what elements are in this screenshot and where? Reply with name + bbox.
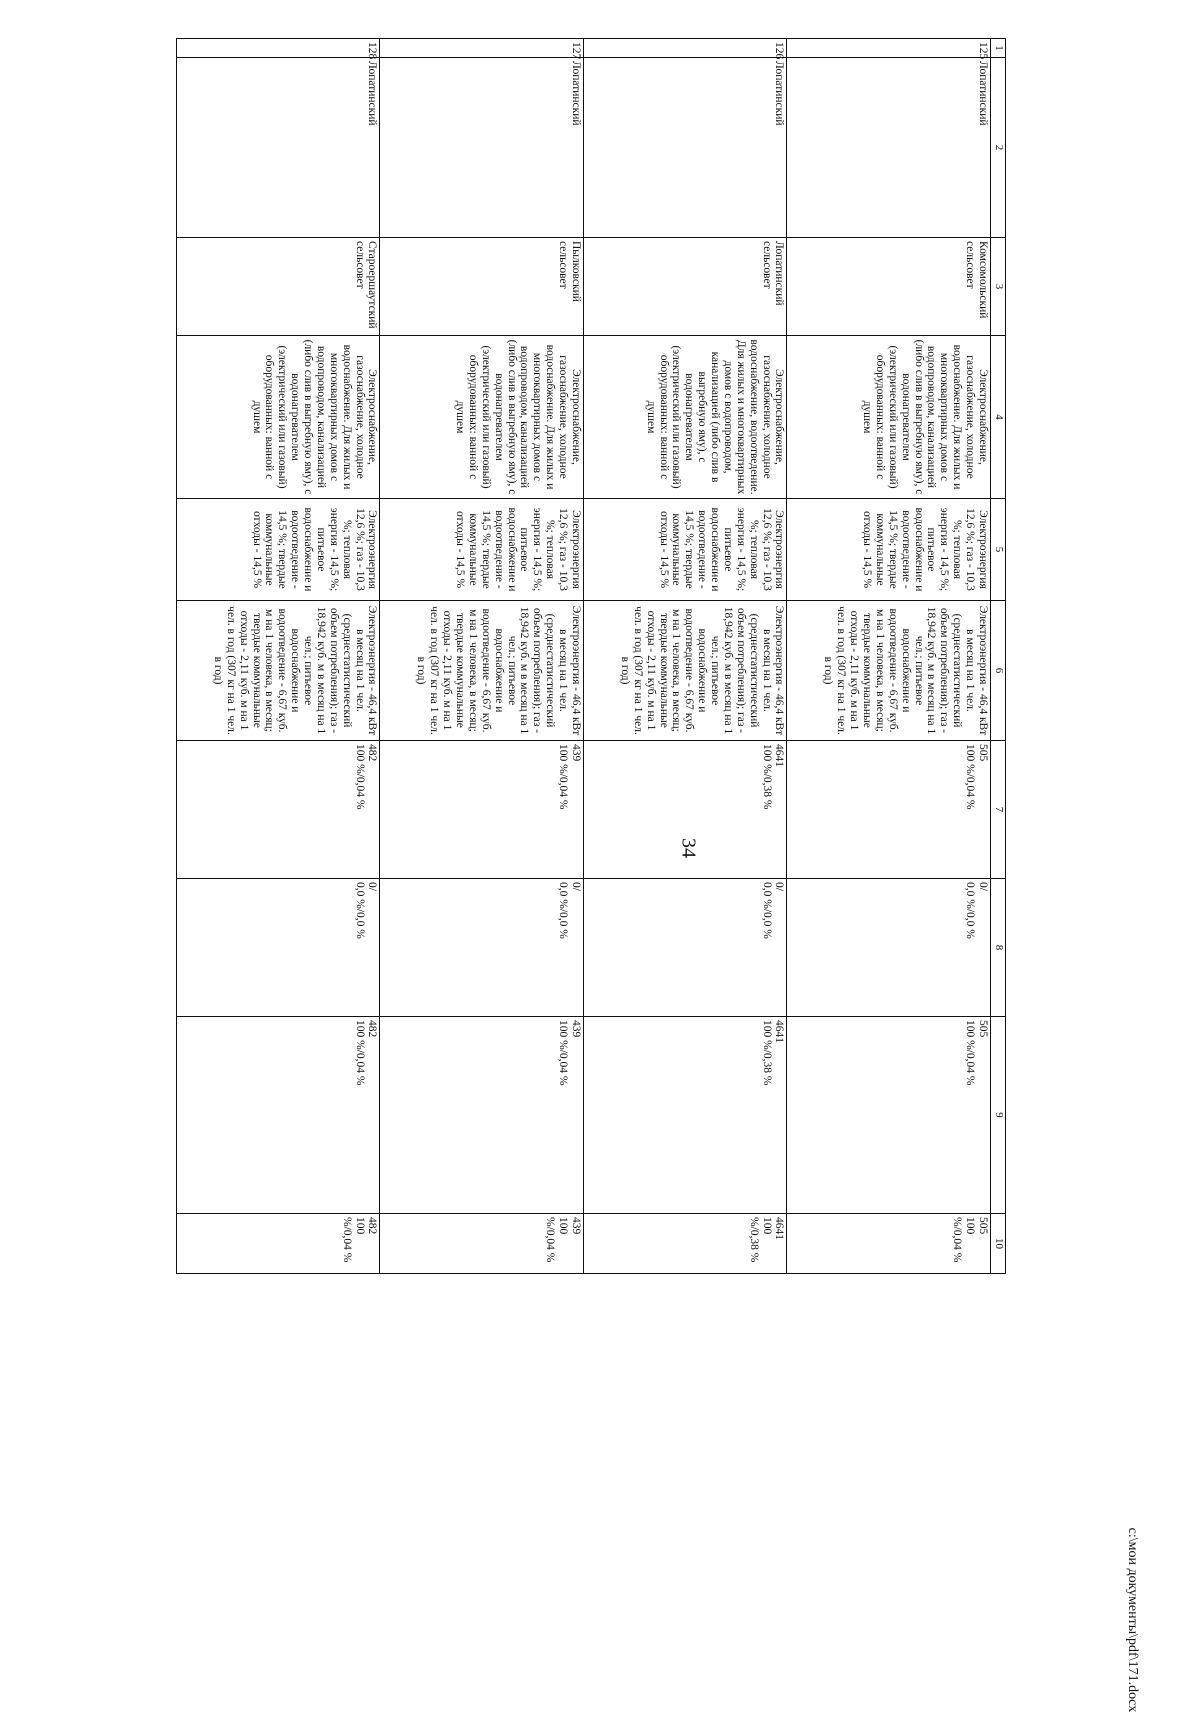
column-number: 8: [991, 879, 1006, 1017]
value-percent: 100 %/0,04 %: [353, 1020, 366, 1086]
file-path-footer: c:\мои документы\pdf\171.docx: [1125, 1527, 1140, 1712]
norms-cell: Электроэнергия - 46,4 кВт в месяц на 1 чел. (среднестатистический объем потребления); газ - 18,942 куб. м в месяц на 1 чел.; питьевое водоснабжение и водоотведение - 6,67 куб. м на 1 человека, в месяц; твердые коммунальные отходы - 2,11 куб. м на 1 чел. в год (307 кг на 1 чел. в год): [787, 601, 991, 741]
value-count: 439: [570, 1217, 582, 1235]
column-number: 3: [991, 238, 1006, 336]
column-number: 4: [991, 336, 1006, 499]
norms-cell: Электроэнергия - 46,4 кВт в месяц на 1 чел. (среднестатистический объем потребления); газ - 18,942 куб. м в месяц на 1 чел.; питьевое водоснабжение и водоотведение - 6,67 куб. м на 1 человека, в месяц; твердые коммунальные отходы - 2,11 куб. м на 1 чел. в год (307 кг на 1 чел. в год): [177, 601, 381, 741]
norms-cell: Электроэнергия - 46,4 кВт в месяц на 1 чел. (среднестатистический объем потребления); газ - 18,942 куб. м в месяц на 1 чел.; питьевое водоснабжение и водоотведение - 6,67 куб. м на 1 человека, в месяц; твердые коммунальные отходы - 2,11 куб. м на 1 чел. в год (307 кг на 1 чел. в год): [584, 601, 788, 741]
row-number: 127: [380, 39, 584, 58]
column-number-row: [991, 39, 1006, 1274]
column-number: 10: [991, 1214, 1006, 1274]
page-number: 34: [677, 838, 700, 858]
shares-cell: Электроэнергия 12,6 %; газ - 10,3 %; тепловая энергия - 14,5 %; питьевое водоснабжение и водоотведение - 14,5 %; твердые коммунальные отходы - 14,5 %: [787, 499, 991, 601]
column-number: 7: [991, 741, 1006, 879]
value-percent: 100 %/0,04 %: [353, 744, 366, 810]
value-cell-7: [584, 741, 788, 879]
value-percent: 100 %/0,04 %: [544, 1217, 570, 1263]
services-cell: Электроснабжение, газоснабжение, холодное водоснабжение, водоотведение. Для жилых и многоквартирных домов с водопроводом, канализацией (либо слив в выгребную яму), с водонагревателем (электрический или газовый) оборудованных: ванной с душем: [584, 336, 788, 499]
shares-cell: Электроэнергия 12,6 %; газ - 10,3 %; тепловая энергия - 14,5 %; питьевое водоснабжение и водоотведение - 14,5 %; твердые коммунальные отходы - 14,5 %: [380, 499, 584, 601]
value-count: 439: [570, 744, 582, 762]
value-count: 0/: [366, 882, 379, 891]
column-number: 1: [991, 39, 1006, 58]
value-count: 505: [977, 1020, 989, 1038]
value-cell-8: [380, 879, 584, 1017]
value-cell-8: [584, 879, 788, 1017]
value-cell-10: [787, 1214, 991, 1274]
value-count: 439: [570, 1020, 582, 1038]
value-cell-8: [787, 879, 991, 1017]
shares-cell: Электроэнергия 12,6 %; газ - 10,3 %; тепловая энергия - 14,5 %; питьевое водоснабжение и водоотведение - 14,5 %; твердые коммунальные отходы - 14,5 %: [177, 499, 381, 601]
value-cell-9: [584, 1017, 788, 1214]
value-count: 505: [977, 1217, 989, 1235]
value-cell-7: [380, 741, 584, 879]
council-cell: Староершаутский сельсовет: [177, 238, 381, 336]
value-percent: 100 %/0,38 %: [760, 744, 773, 810]
value-percent: 100 %/0,04 %: [557, 744, 570, 810]
value-cell-8: [177, 879, 381, 1017]
value-cell-10: [177, 1214, 381, 1274]
value-percent: 100 %/0,38 %: [760, 1020, 773, 1086]
value-count: 0/: [977, 882, 989, 891]
value-cell-9: [787, 1017, 991, 1214]
value-percent: 100 %/0,38 %: [747, 1217, 773, 1263]
value-percent: 100 %/0,04 %: [951, 1217, 977, 1263]
value-percent: 100 %/0,04 %: [964, 1020, 977, 1086]
district-cell: Лопатинский: [380, 58, 584, 238]
value-count: 0/: [773, 882, 786, 891]
norms-cell: Электроэнергия - 46,4 кВт в месяц на 1 чел. (среднестатистический объем потребления); газ - 18,942 куб. м в месяц на 1 чел.; питьевое водоснабжение и водоотведение - 6,67 куб. м на 1 человека, в месяц; твердые коммунальные отходы - 2,11 куб. м на 1 чел. в год (307 кг на 1 чел. в год): [380, 601, 584, 741]
district-cell: Лопатинский: [787, 58, 991, 238]
value-percent: 100 %/0,04 %: [557, 1020, 570, 1086]
table-row: [380, 39, 584, 1274]
services-cell: Электроснабжение, газоснабжение, холодное водоснабжение. Для жилых и многоквартирных домов с водопроводом, канализацией (либо слив в выгребную яму), с водонагревателем (электрический или газовый) оборудованных: ванной с душем: [787, 336, 991, 499]
value-cell-7: [787, 741, 991, 879]
value-percent: 0,0 %/0,0 %: [760, 882, 773, 939]
value-cell-9: [177, 1017, 381, 1214]
column-number: 5: [991, 499, 1006, 601]
council-cell: Лопатинский сельсовет: [584, 238, 788, 336]
value-count: 4641: [773, 1217, 786, 1240]
column-number: 9: [991, 1017, 1006, 1214]
value-percent: 0,0 %/0,0 %: [964, 882, 977, 939]
value-cell-7: [177, 741, 381, 879]
row-number: 126: [584, 39, 788, 58]
value-cell-10: [584, 1214, 788, 1274]
row-number: 128: [177, 39, 381, 58]
services-cell: Электроснабжение, газоснабжение, холодное водоснабжение. Для жилых и многоквартирных домов с водопроводом, канализацией (либо слив в выгребную яму), с водонагревателем (электрический или газовый) оборудованных: ванной с душем: [380, 336, 584, 499]
value-count: 482: [366, 744, 379, 762]
column-number: 2: [991, 58, 1006, 238]
value-count: 482: [366, 1217, 379, 1235]
value-cell-10: [380, 1214, 584, 1274]
council-cell: Комсомольский сельсовет: [787, 238, 991, 336]
value-cell-9: [380, 1017, 584, 1214]
table-row: [177, 39, 381, 1274]
row-number: 125: [787, 39, 991, 58]
value-count: 4641: [773, 1020, 786, 1043]
value-percent: 100 %/0,04 %: [340, 1217, 366, 1263]
value-percent: 0,0 %/0,0 %: [557, 882, 570, 939]
value-count: 4641: [773, 744, 786, 767]
services-cell: Электроснабжение, газоснабжение, холодное водоснабжение. Для жилых и многоквартирных домов с водопроводом, канализацией (либо слив в выгребную яму), с водонагревателем (электрический или газовый) оборудованных: ванной с душем: [177, 336, 381, 499]
column-number: 6: [991, 601, 1006, 741]
value-percent: 0,0 %/0,0 %: [353, 882, 366, 939]
value-count: 0/: [570, 882, 582, 891]
shares-cell: Электроэнергия 12,6 %; газ - 10,3 %; тепловая энергия - 14,5 %; питьевое водоснабжение и водоотведение - 14,5 %; твердые коммунальные отходы - 14,5 %: [584, 499, 788, 601]
table-container: [176, 38, 1200, 1263]
value-count: 505: [977, 744, 989, 762]
table-row: [787, 39, 991, 1274]
district-cell: Лопатинский: [584, 58, 788, 238]
district-cell: Лопатинский: [177, 58, 381, 238]
value-percent: 100 %/0,04 %: [964, 744, 977, 810]
table-row: [584, 39, 788, 1274]
council-cell: Пылковский сельсовет: [380, 238, 584, 336]
tariff-table: [176, 38, 1006, 1274]
value-count: 482: [366, 1020, 379, 1038]
